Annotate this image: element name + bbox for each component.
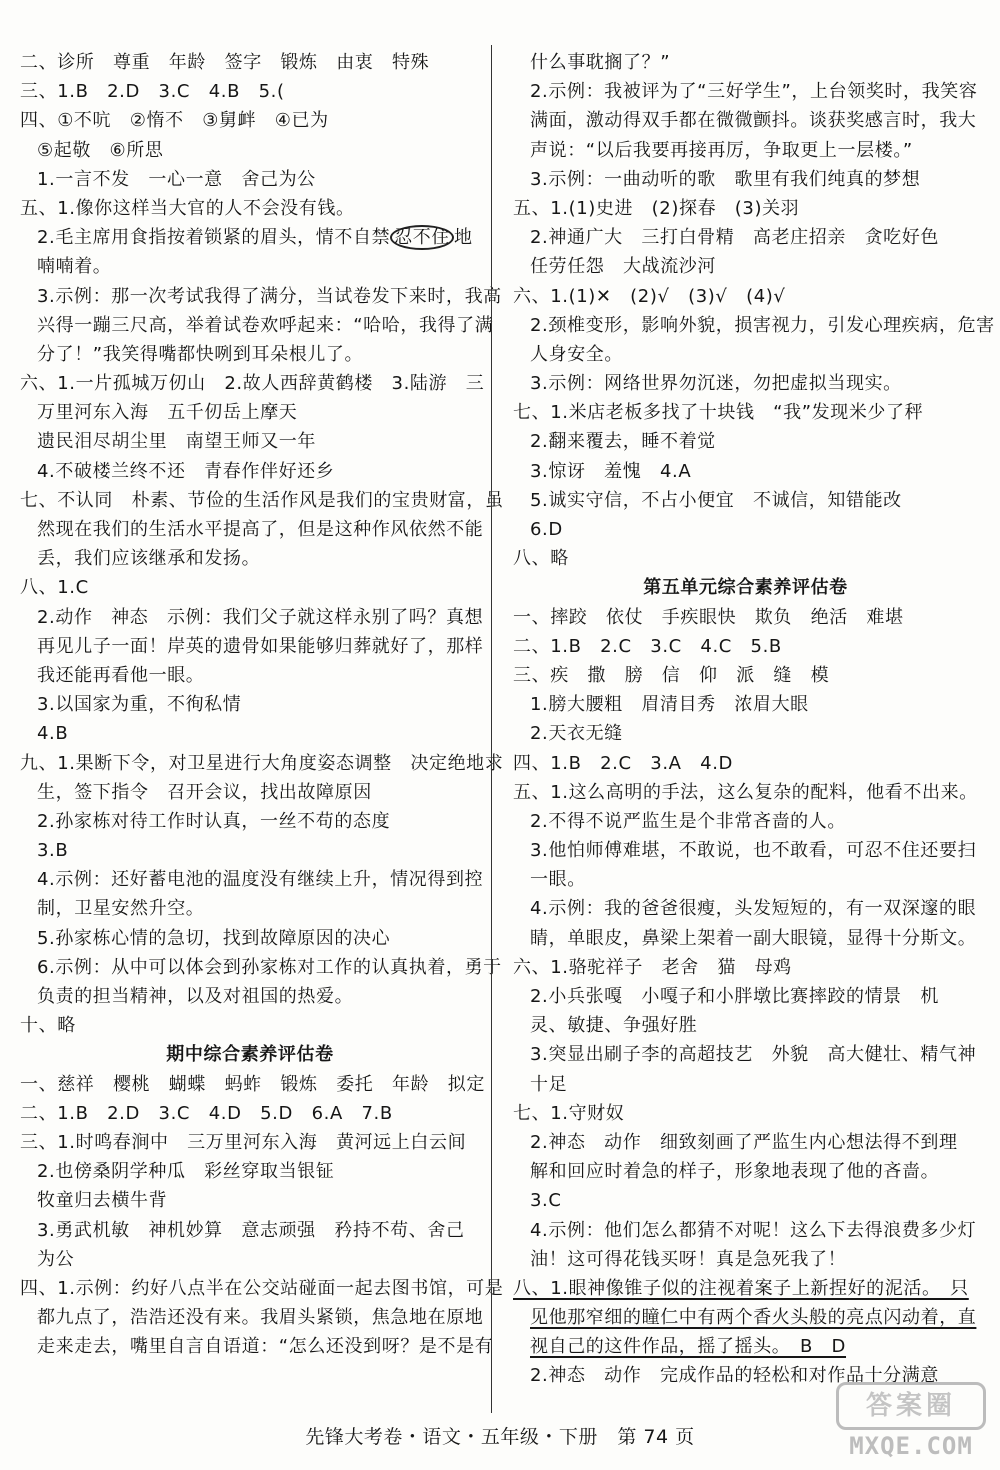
answer-line: 3.示例：一曲动听的歌 歌里有我们纯真的梦想	[530, 168, 921, 190]
answer-line: 灵、敏捷、争强好胜	[530, 1015, 698, 1037]
answer-line: 再见儿子一面！岸英的遗骨如果能够归葬就好了，那样	[37, 635, 484, 657]
answer-line: 四、①不吭 ②惰不 ③舅衅 ④已为	[20, 110, 329, 132]
answer-line: 解和回应时着急的样子，形象地表现了他的吝啬。	[530, 1161, 940, 1183]
answer-line: 1.膀大腰粗 眉清目秀 浓眉大眼	[530, 694, 809, 716]
answer-line: 三、1.B 2.D 3.C 4.B 5.(	[20, 81, 285, 103]
column-divider	[491, 45, 492, 1413]
answer-line: 2.翻来覆去，睡不着觉	[530, 431, 716, 453]
answer-line: 八、1.眼神像锥子似的注视着案子上新捏好的泥活。 只	[513, 1277, 969, 1299]
answer-line: 九、1.果断下令，对卫星进行大角度姿态调整 决定绝地求	[20, 752, 504, 774]
answer-line: 牧童归去横牛背	[37, 1190, 168, 1212]
answer-line: 6.示例：从中可以体会到孙家栋对工作的认真执着，勇于	[37, 956, 502, 978]
answer-line: 5.孙家栋心情的急切，找到故障原因的决心	[37, 927, 391, 949]
answer-line: 四、1.B 2.C 3.A 4.D	[513, 752, 733, 774]
answer-line: 万里河东入海 五千仞岳上摩天	[37, 402, 298, 424]
answer-line: 分了！”我笑得嘴都快咧到耳朵根儿了。	[37, 343, 364, 365]
watermark-logo: 答案圈	[836, 1382, 986, 1430]
answer-line: 十足	[530, 1073, 568, 1095]
circled-mark: 忍不住	[390, 225, 454, 250]
page-footer: 先锋大考卷・语文・五年级・下册 第 74 页	[305, 1426, 695, 1448]
answer-line: 2.孙家栋对待工作时认真，一丝不苟的态度	[37, 810, 391, 832]
answer-line: 2.神态 动作 完成作品的轻松和对作品十分满意	[530, 1365, 939, 1387]
answer-line: 2.颈椎变形，影响外貌，损害视力，引发心理疾病，危害	[530, 314, 995, 336]
answer-line: 七、不认同 朴素、节俭的生活作风是我们的宝贵财富，虽	[20, 489, 504, 511]
answer-line: 油！这可得花钱买呀！真是急死我了！	[530, 1248, 847, 1270]
answer-line: 二、1.B 2.D 3.C 4.D 5.D 6.A 7.B	[20, 1102, 393, 1124]
answer-line: 3.惊讶 羞愧 4.A	[530, 460, 692, 482]
answer-line: 制，卫星安然升空。	[37, 898, 205, 920]
answer-line: 2.示例：我被评为了“三好学生”，上台领奖时，我笑容	[530, 81, 978, 103]
answer-line: 2.神态 动作 细致刻画了严监生内心想法得不到理	[530, 1131, 958, 1153]
answer-line: 4.示例：还好蓄电池的温度没有继续上升，情况得到控	[37, 869, 484, 891]
answer-line: 2.小兵张嘎 小嘎子和小胖墩比赛摔跤的情景 机	[530, 986, 939, 1007]
answer-line: 三、疾 撒 膀 信 仰 派 缝 模	[513, 664, 830, 686]
answer-line: 五、1.这么高明的手法，这么复杂的配料，他看不出来。	[513, 781, 978, 803]
answer-line: 视自己的这件作品，摇了摇头。 B D	[530, 1336, 847, 1358]
answer-line: 3.突显出刷子李的高超技艺 外貌 高大健壮、精气神	[530, 1044, 977, 1066]
answer-line: 5.诚实守信，不占小便宜 不诚信，知错能改	[530, 489, 902, 511]
answer-line: 4.示例：我的爸爸很瘦，头发短短的，有一双深邃的眼	[530, 898, 977, 920]
answer-line: 兴得一蹦三尺高，举着试卷欢呼起来：“哈哈，我得了满	[37, 314, 494, 336]
answer-line: 3.B	[37, 840, 69, 862]
answer-line: 满面，激动得双手都在微微颤抖。谈获奖感言时，我大	[530, 110, 977, 132]
answer-line: 2.毛主席用食指按着锁紧的眉头，情不自禁 忍不住 地	[37, 227, 473, 249]
answer-line: 二、1.B 2.C 3.C 4.C 5.B	[513, 635, 782, 657]
answer-line: 见他那窄细的瞳仁中有两个香火头般的亮点闪动着，直	[530, 1307, 977, 1329]
answer-line: 四、1.示例：约好八点半在公交站碰面一起去图书馆，可是	[20, 1277, 504, 1299]
answer-line: 2.不得不说严监生是个非常吝啬的人。	[530, 810, 846, 832]
answer-line: 六、1.(1)✕ (2)√ (3)√ (4)√	[513, 285, 786, 307]
answer-line: 声说：“以后我要再接再厉，争取更上一层楼。”	[530, 139, 913, 161]
answer-line: 八、略	[513, 548, 569, 570]
answer-line: 2.动作 神态 示例：我们父子就这样永别了吗？真想	[37, 606, 484, 628]
answer-line: 三、1.时鸣春涧中 三万里河东入海 黄河远上白云间	[20, 1131, 467, 1153]
answer-line: 生，签下指令 召开会议，找出故障原因	[37, 781, 372, 803]
answer-line: 1.一言不发 一心一意 舍己为公	[37, 168, 316, 190]
section-title: 第五单元综合素养评估卷	[643, 577, 848, 599]
left-column	[20, 48, 504, 1361]
answer-line: 喃喃着。	[37, 256, 112, 278]
answer-line: 任劳任怨 大战流沙河	[530, 256, 716, 278]
answer-line: 遗民泪尽胡尘里 南望王师又一年	[37, 431, 316, 453]
watermark-url: MXQE.COM	[849, 1432, 973, 1460]
answer-line: 七、1.米店老板多找了十块钱 “我”发现米少了秤	[513, 402, 924, 424]
answer-line: 丢，我们应该继承和发扬。	[37, 548, 261, 570]
answer-line: 3.C	[530, 1190, 562, 1212]
answer-line: 六、1.一片孤城万仞山 2.故人西辞黄鹤楼 3.陆游 三	[20, 373, 485, 395]
answer-line: 一、慈祥 樱桃 蝴蝶 蚂蚱 锻炼 委托 年龄 拟定	[20, 1073, 485, 1095]
answer-line: 十、略	[20, 1015, 76, 1037]
answer-line: 4.不破楼兰终不还 青春作伴好还乡	[37, 460, 335, 482]
answer-line: 一眼。	[530, 869, 586, 891]
answer-line: 4.B	[37, 723, 69, 745]
section-title: 期中综合素养评估卷	[166, 1044, 334, 1066]
answer-line: 一、摔跤 依仗 手疾眼快 欺负 绝活 难堪	[513, 606, 904, 628]
answer-line: 二、诊所 尊重 年龄 签字 锻炼 由衷 特殊	[20, 52, 430, 73]
answer-line: 五、1.像你这样当大官的人不会没有钱。	[20, 197, 355, 219]
answer-line: ⑤起敬 ⑥所思	[37, 139, 164, 161]
answer-line: 睛，单眼皮，鼻梁上架着一副大眼镜，显得十分斯文。	[530, 927, 977, 949]
answer-line: 2.天衣无缝	[530, 723, 623, 745]
right-column	[513, 48, 995, 1391]
answer-line: 6.D	[530, 519, 563, 540]
answer-line: 我还能再看他一眼。	[37, 664, 205, 686]
answer-line: 3.以国家为重，不徇私情	[37, 694, 242, 716]
answer-line: 3.示例：那一次考试我得了满分，当试卷发下来时，我高	[37, 285, 502, 307]
answer-line: 然现在我们的生活水平提高了，但是这种作风依然不能	[37, 519, 484, 540]
answer-line: 什么事耽搁了？”	[530, 52, 671, 73]
answer-line: 六、1.骆驼祥子 老舍 猫 母鸡	[513, 956, 792, 978]
answer-line: 人身安全。	[530, 343, 623, 365]
answer-line: 五、1.(1)史进 (2)探春 (3)关羽	[513, 197, 800, 219]
answer-line: 负责的担当精神，以及对祖国的热爱。	[37, 986, 354, 1007]
answer-line: 七、1.守财奴	[513, 1102, 625, 1124]
answer-line: 3.他怕师傅难堪，不敢说，也不敢看，可忍不住还要扫	[530, 840, 977, 862]
answer-line: 走来走去，嘴里自言自语道：“怎么还没到呀？是不是有	[37, 1336, 494, 1358]
answer-line: 3.勇武机敏 神机妙算 意志顽强 矜持不苟、舍己	[37, 1219, 465, 1241]
answer-line: 八、1.C	[20, 577, 89, 599]
answer-line: 3.示例：网络世界勿沉迷，勿把虚拟当现实。	[530, 373, 902, 395]
answer-line: 为公	[37, 1248, 75, 1270]
answer-line: 2.也傍桑阴学种瓜 彩丝穿取当银钲	[37, 1161, 335, 1183]
answer-line: 2.神通广大 三打白骨精 高老庄招亲 贪吃好色	[530, 227, 939, 249]
answer-line: 都九点了，浩浩还没有来。我眉头紧锁，焦急地在原地	[37, 1307, 484, 1329]
answer-line: 4.示例：他们怎么都猜不对呢！这么下去得浪费多少灯	[530, 1219, 977, 1241]
watermark	[836, 1382, 988, 1464]
